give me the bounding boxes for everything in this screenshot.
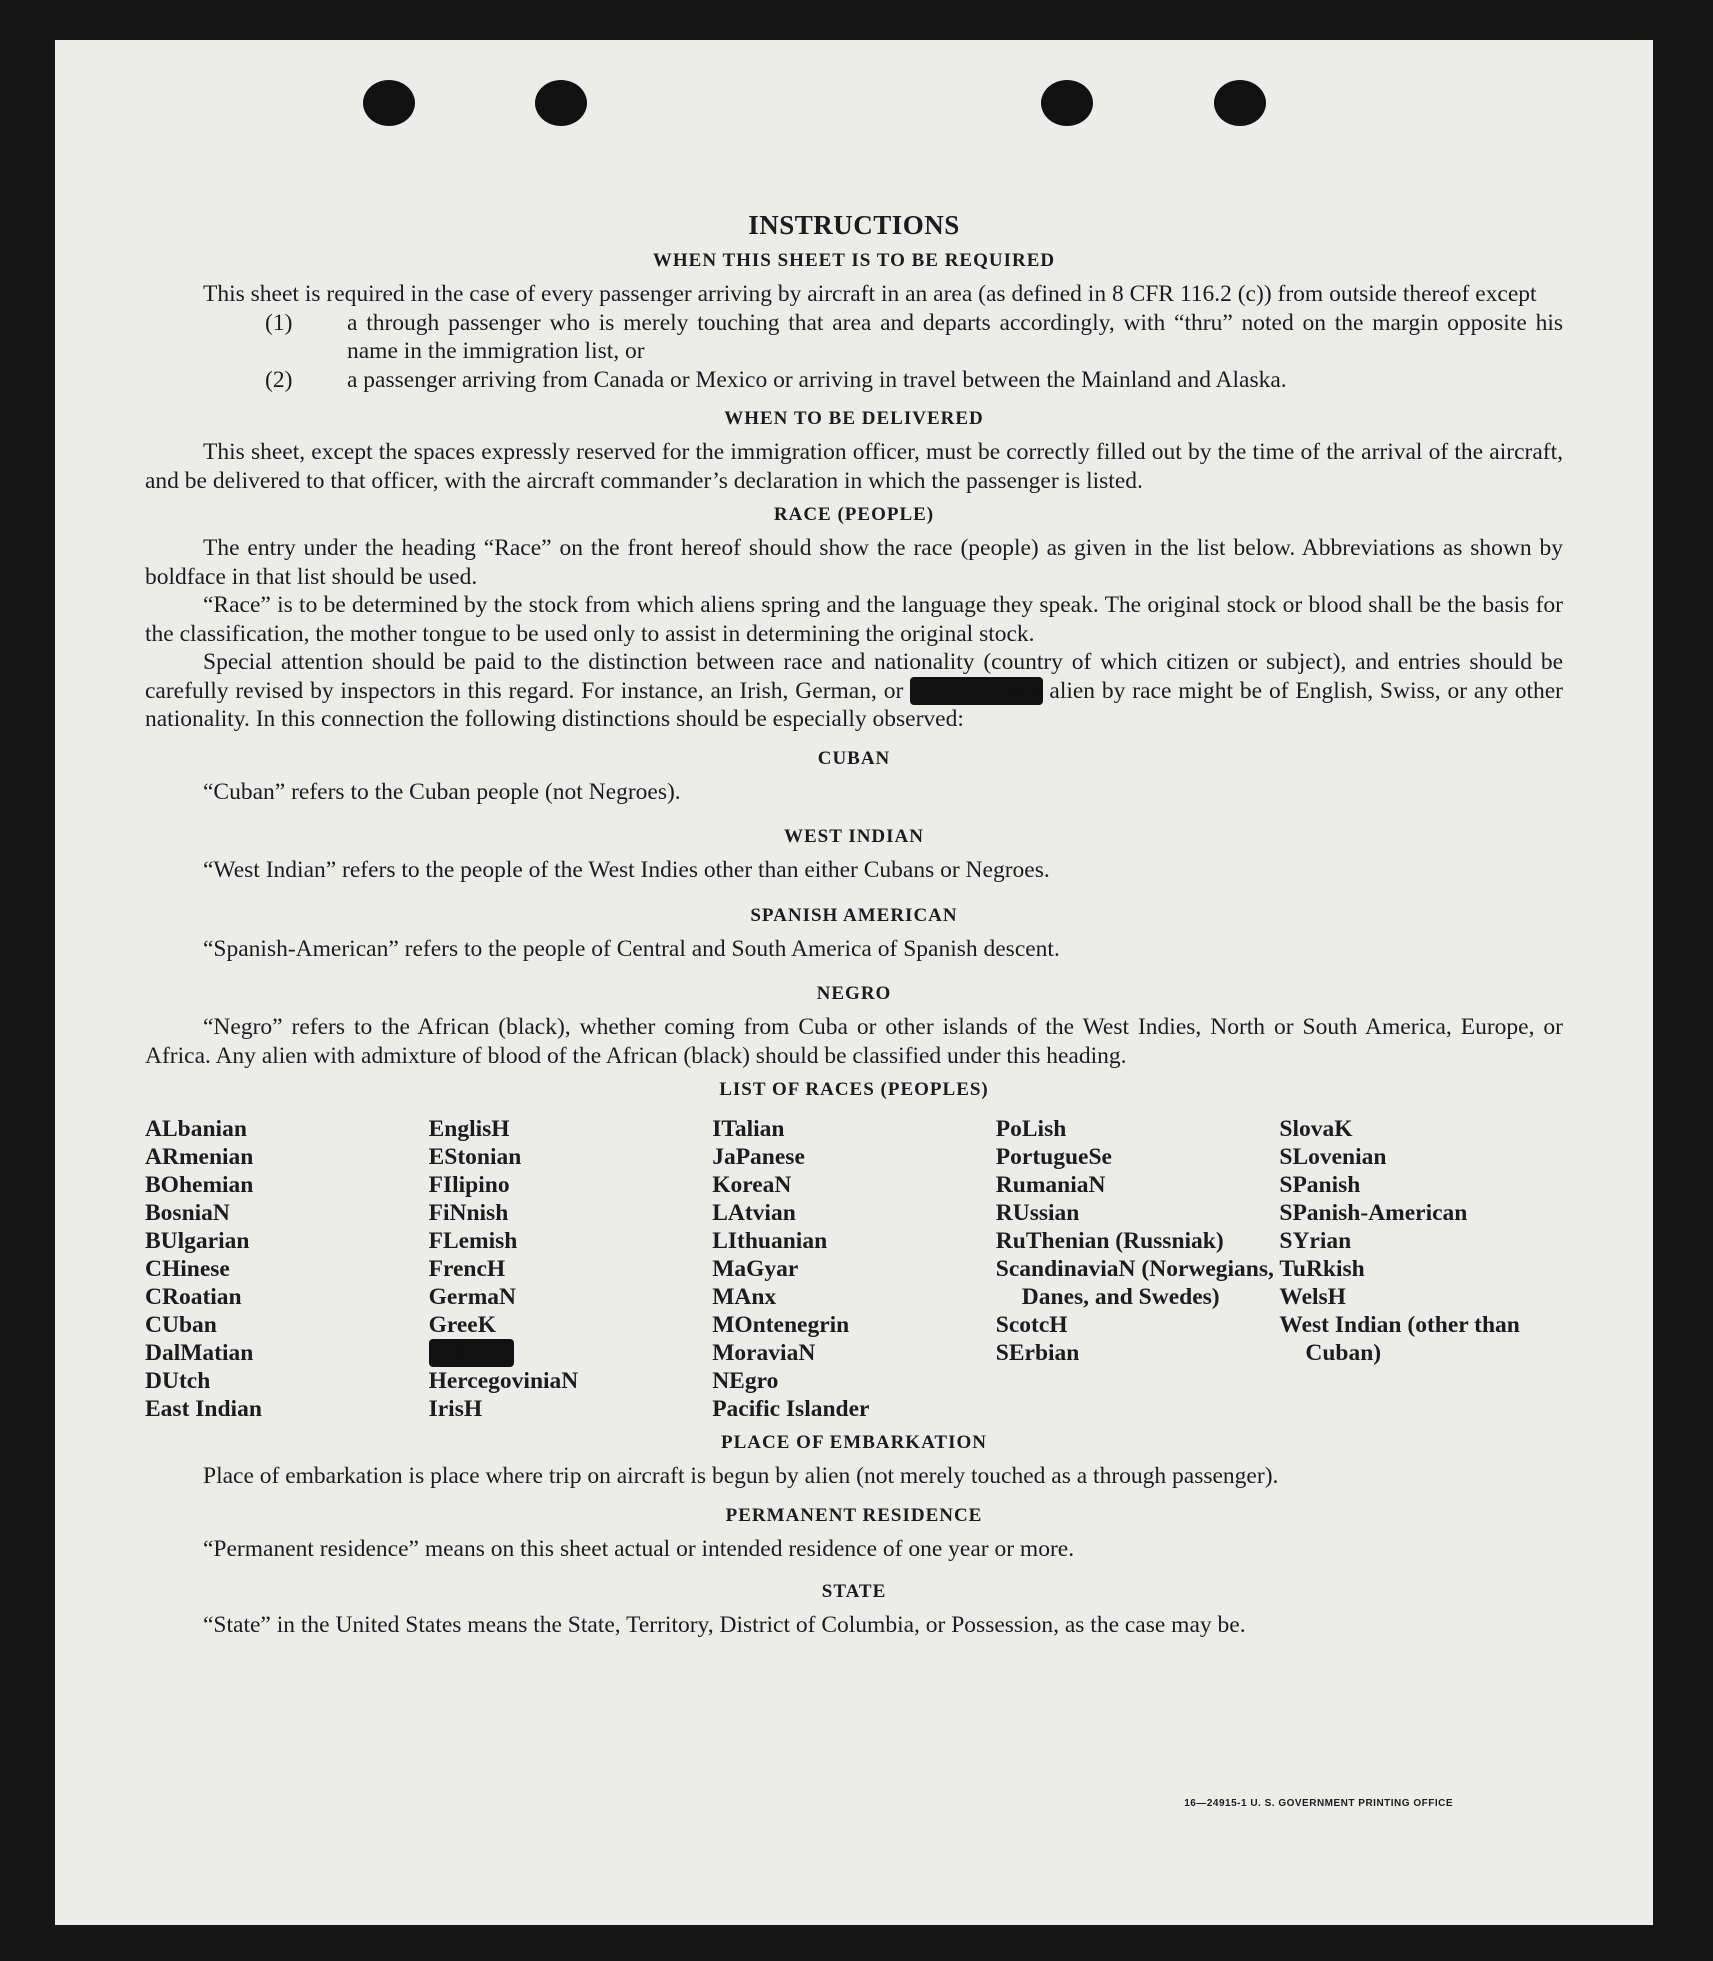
redacted-word: HebreW [428, 1340, 515, 1366]
race-item: RumaniaN [995, 1172, 1106, 1198]
race-column [712, 1115, 996, 1423]
race-item: MAnx [712, 1284, 777, 1310]
paragraph: “West Indian” refers to the people of the West Indies other than either Cubans or Negroes. [203, 857, 1050, 883]
race-item: IrisH [428, 1396, 483, 1422]
race-item: SPanish [1279, 1172, 1361, 1198]
section-heading: WHEN THIS SHEET IS TO BE REQUIRED [652, 250, 1056, 271]
race-item: BUlgarian [145, 1228, 250, 1254]
list-text: a through passenger who is merely touching that area and departs accordingly, with “thru” noted on the margin opposite his name in the immigration list, or [347, 309, 1563, 364]
race-item: PoLish [995, 1116, 1067, 1142]
race-item: FIlipino [428, 1172, 510, 1198]
race-item: MOntenegrin [712, 1312, 850, 1338]
race-column [1279, 1115, 1563, 1423]
list-item [265, 309, 1563, 366]
paragraph: The entry under the heading “Race” on the front hereof should show the race (people) as given in the list below. Abbreviations as shown by boldface in that list should be used. [145, 535, 1563, 590]
race-item: Pacific Islander [712, 1396, 870, 1422]
race-item: ScandinaviaN (Norwegians, Danes, and Swedes) [995, 1256, 1280, 1310]
race-item: EnglisH [428, 1116, 510, 1142]
race-item: PortugueSe [995, 1144, 1112, 1170]
section-heading: WEST INDIAN [784, 826, 924, 847]
punch-hole [1041, 80, 1093, 126]
race-item: JaPanese [712, 1144, 805, 1170]
list-number: (2) [265, 366, 293, 393]
paragraph-text: Special attention should be paid to the distinction between race and nationality (country of which citizen or subject), and entries should be carefully revised by inspectors in this regard. For instance, an Irish, German, or [145, 649, 1563, 704]
section-heading: SPANISH AMERICAN [750, 904, 958, 926]
race-item: MoraviaN [712, 1340, 816, 1366]
list-item [265, 366, 1563, 395]
race-item: CHinese [145, 1256, 230, 1282]
race-item: FrencH [428, 1256, 506, 1282]
race-item: DalMatian [145, 1340, 254, 1366]
race-item: East Indian [145, 1396, 262, 1422]
section-heading: LIST OF RACES (PEOPLES) [719, 1079, 989, 1100]
race-item: BosniaN [145, 1200, 230, 1226]
race-item: LAtvian [712, 1200, 796, 1226]
race-item: SLovenian [1279, 1144, 1387, 1170]
print-code: 16—24915-1 U. S. GOVERNMENT PRINTING OFFICE [1184, 1798, 1453, 1809]
race-item: EStonian [428, 1144, 522, 1170]
list-number: (1) [265, 309, 293, 336]
section-heading: WHEN TO BE DELIVERED [724, 408, 984, 429]
race-item: GreeK [428, 1312, 497, 1338]
section-heading: CUBAN [817, 747, 891, 769]
race-item: ScotcH [995, 1312, 1068, 1338]
race-item: SPanish-American [1279, 1200, 1468, 1226]
race-item-redacted [429, 1339, 713, 1367]
race-item: ALbanian [145, 1116, 247, 1142]
section-heading: PERMANENT RESIDENCE [725, 1504, 983, 1526]
race-item: KoreaN [712, 1172, 792, 1198]
race-item: NEgro [712, 1368, 779, 1394]
race-item: TuRkish [1279, 1256, 1365, 1282]
list-text: a passenger arriving from Canada or Mexico or arriving in travel between the Mainland and Alaska. [347, 366, 1287, 393]
race-item: ITalian [712, 1116, 785, 1142]
race-item: GermaN [428, 1284, 517, 1310]
section-heading: PLACE OF EMBARKATION [721, 1432, 987, 1453]
paragraph: This sheet, except the spaces expressly reserved for the immigration officer, must be correctly filled out by the time of the arrival of the aircraft, and be delivered to that officer, with the aircraft commander’s declaration in which the passenger is listed. [145, 439, 1563, 494]
race-item: LIthuanian [712, 1228, 828, 1254]
race-item: CRoatian [145, 1284, 242, 1310]
paragraph: “Negro” refers to the African (black), whether coming from Cuba or other islands of the West Indies, North or South America, Europe, or Africa. Any alien with admixture of blood of the African (black) should be classified under this heading. [145, 1014, 1563, 1069]
redacted-word: Hebrew [910, 677, 1042, 706]
section-heading: NEGRO [816, 983, 892, 1004]
punch-hole [535, 80, 587, 126]
race-column [145, 1115, 429, 1423]
race-item: West Indian (other than Cuban) [1279, 1312, 1526, 1366]
paragraph: “Spanish-American” refers to the people of Central and South America of Spanish descent. [203, 935, 1060, 962]
race-column [996, 1115, 1280, 1423]
race-item: RUssian [995, 1200, 1080, 1226]
race-item: BOhemian [145, 1172, 254, 1198]
paragraph: “State” in the United States means the State, Territory, District of Columbia, or Possession, as the case may be. [203, 1612, 1246, 1638]
race-item: HercegoviniaN [428, 1368, 579, 1394]
document-page [55, 40, 1653, 1925]
race-column [429, 1115, 713, 1423]
punch-hole [1214, 80, 1266, 126]
race-item: CUban [145, 1312, 217, 1338]
paragraph: This sheet is required in the case of every passenger arriving by aircraft in an area (as defined in 8 CFR 116.2 (c)) from outside thereof except [203, 281, 1537, 307]
race-item: ARmenian [145, 1144, 254, 1170]
race-item: FLemish [428, 1228, 518, 1254]
section-heading: STATE [821, 1581, 887, 1602]
race-item: SlovaK [1279, 1116, 1353, 1142]
page-title: INSTRUCTIONS [748, 210, 960, 240]
race-list [145, 1115, 1563, 1423]
paragraph: Place of embarkation is place where trip on aircraft is begun by alien (not merely touched as a through passenger). [203, 1463, 1279, 1489]
section-heading: RACE (PEOPLE) [773, 504, 935, 525]
paragraph: “Cuban” refers to the Cuban people (not Negroes). [203, 778, 681, 805]
race-item: SErbian [995, 1340, 1080, 1366]
race-item: SYrian [1279, 1228, 1352, 1254]
race-item: RuThenian (Russniak) [995, 1228, 1224, 1254]
paragraph [145, 648, 1563, 734]
race-item: FiNnish [428, 1200, 509, 1226]
race-item: DUtch [145, 1368, 211, 1394]
paragraph: “Race” is to be determined by the stock from which aliens spring and the language they speak. The original stock or blood shall be the basis for the classification, the mother tongue to be used only to assist in determining the original stock. [145, 592, 1563, 647]
race-item: WelsH [1279, 1284, 1346, 1310]
paragraph-text: alien by race might be of English, Swiss, or any other nationality. In this connection the following distinctions should be especially observed: [145, 677, 1564, 732]
punch-hole [363, 80, 415, 126]
race-item: MaGyar [712, 1256, 799, 1282]
paragraph: “Permanent residence” means on this sheet actual or intended residence of one year or more. [203, 1535, 1075, 1562]
